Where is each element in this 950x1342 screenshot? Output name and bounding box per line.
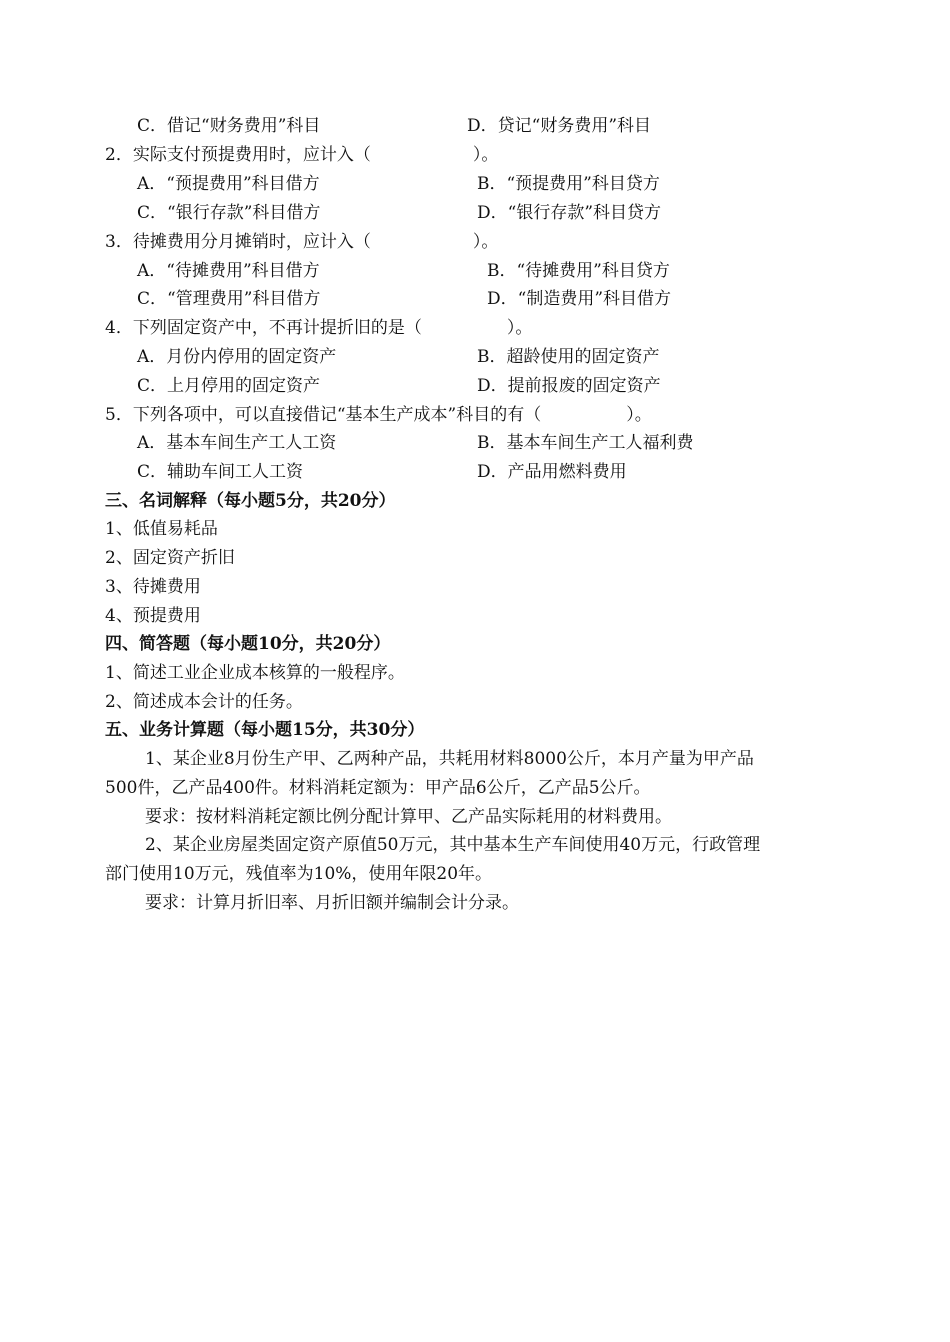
section4-item: 1、简述工业企业成本核算的一般程序。 xyxy=(105,663,405,683)
q5-stem: 5．下列各项中，可以直接借记“基本生产成本”科目的有（ ）。 xyxy=(105,405,652,425)
q2-option-b: B．“预提费用”科目贷方 xyxy=(477,174,660,194)
q5-option-b: B．基本车间生产工人福利费 xyxy=(477,433,694,453)
q4-option-b: B．超龄使用的固定资产 xyxy=(477,347,660,367)
q4-option-d: D．提前报废的固定资产 xyxy=(477,376,661,396)
section3-title: 三、名词解释（每小题5分，共20分） xyxy=(105,491,396,511)
section3-item: 4、预提费用 xyxy=(105,606,201,626)
section5-problem2-requirement: 要求：计算月折旧率、月折旧额并编制会计分录。 xyxy=(145,893,519,913)
q3-option-b: B．“待摊费用”科目贷方 xyxy=(487,261,670,281)
q5-option-c: C．辅助车间工人工资 xyxy=(137,462,304,482)
q3-option-c: C．“管理费用”科目借方 xyxy=(137,289,321,309)
section5-title: 五、业务计算题（每小题15分，共30分） xyxy=(105,720,425,740)
q4-option-a: A．月份内停用的固定资产 xyxy=(137,347,337,367)
section4-title: 四、简答题（每小题10分，共20分） xyxy=(105,634,391,654)
q4-stem: 4．下列固定资产中，不再计提折旧的是（ ）。 xyxy=(105,318,533,338)
section5-problem1-requirement: 要求：按材料消耗定额比例分配计算甲、乙产品实际耗用的材料费用。 xyxy=(145,807,672,827)
q5-option-a: A．基本车间生产工人工资 xyxy=(137,433,337,453)
section5-problem1-line2: 500件，乙产品400件。材料消耗定额为：甲产品6公斤，乙产品5公斤。 xyxy=(105,778,651,798)
section5-problem1-line1: 1、某企业8月份生产甲、乙两种产品，共耗用材料8000公斤，本月产量为甲产品 xyxy=(145,749,754,769)
q2-option-d: D．“银行存款”科目贷方 xyxy=(477,203,662,223)
q2-stem: 2．实际支付预提费用时，应计入（ ）。 xyxy=(105,145,499,165)
section5-problem2-line2: 部门使用10万元，残值率为10%，使用年限20年。 xyxy=(105,864,493,884)
section4-item: 2、简述成本会计的任务。 xyxy=(105,692,303,712)
q3-option-a: A．“待摊费用”科目借方 xyxy=(137,261,320,281)
q3-stem: 3．待摊费用分月摊销时，应计入（ ）。 xyxy=(105,232,499,252)
q4-option-c: C．上月停用的固定资产 xyxy=(137,376,321,396)
q2-option-a: A．“预提费用”科目借方 xyxy=(137,174,320,194)
q2-option-c: C．“银行存款”科目借方 xyxy=(137,203,321,223)
section5-problem2-line1: 2、某企业房屋类固定资产原值50万元，其中基本生产车间使用40万元，行政管理 xyxy=(145,835,761,855)
q5-option-d: D．产品用燃料费用 xyxy=(477,462,627,482)
section3-item: 3、待摊费用 xyxy=(105,577,201,597)
q1-option-c: C．借记“财务费用”科目 xyxy=(137,116,321,136)
q1-option-d: D．贷记“财务费用”科目 xyxy=(467,116,652,136)
q3-option-d: D．“制造费用”科目借方 xyxy=(487,289,672,309)
section3-item: 2、固定资产折旧 xyxy=(105,548,235,568)
section3-item: 1、低值易耗品 xyxy=(105,519,218,539)
